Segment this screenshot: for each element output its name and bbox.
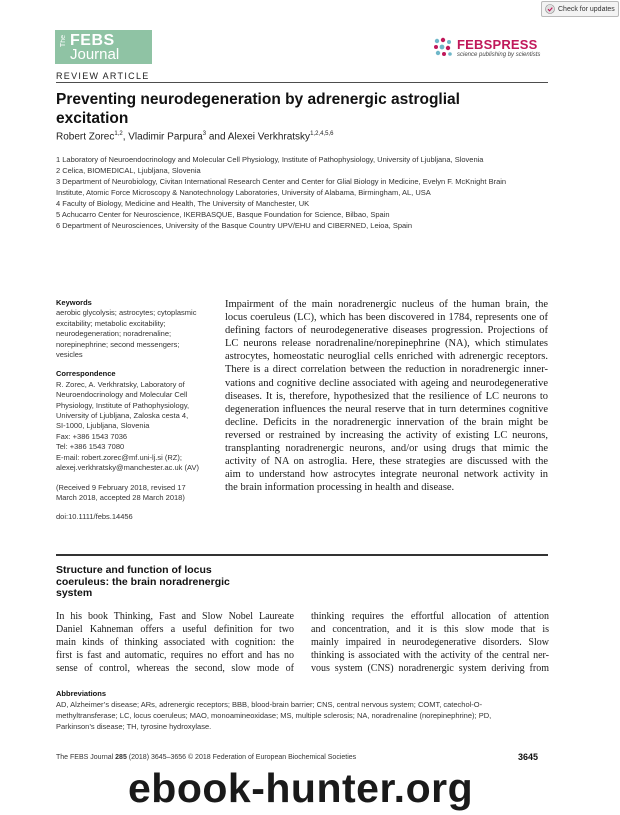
affiliation-line: 4 Faculty of Biology, Medicine and Health, The University of Manchester, UK [56,199,310,208]
body-line: and concentration, and it is this slow mode that is [311,624,549,636]
body-line: Daniel Kahneman offers a useful definition for two [56,624,294,636]
author-list [56,131,333,142]
body-column-left [56,610,294,675]
author-affil-sup: 1,2 [114,131,123,137]
section-heading-line: coeruleus: the brain noradrenergic [56,575,230,588]
footer-volume: 285 [115,754,127,761]
correspondence-line: SI-1000, Ljubljana, Slovenia [56,421,150,431]
correspondence-email[interactable]: alexej.verkhratsky@manchester.ac.uk (AV) [56,463,199,473]
febs-journal-logo [55,30,152,64]
abbreviations-heading: Abbreviations [56,689,107,698]
abstract-line: vations and cognitive decline associated with ageing and neurodegenerative [225,377,548,389]
logo-journal: Journal [70,46,120,63]
author-separator: , [122,131,129,143]
section-heading [56,565,296,600]
abbreviations [56,688,548,732]
correspondence-line: Physiology, Institute of Pathophysiology, [56,400,190,410]
author-name: Robert Zorec [56,131,115,143]
abstract-line: defining factors of neurodegenerative diseases progression. Projections of [225,325,548,337]
abbreviations-line: methyltransferase; LC, locus coeruleus; MAO, monoamineoxidase; MS, multiple sclerosis; NA, noradrenaline (norepinephrine); PD, [56,711,492,720]
correspondence-line: University of Ljubljana, Zaloska cesta 4, [56,411,189,421]
section-heading-line: system [56,587,93,599]
body-line: In his book Thinking, Fast and Slow Nobel Laureate [56,611,294,622]
article-title: Preventing neurodegeneration by adrenergic astroglial excitation [56,91,460,127]
body-line: sense of control, whereas the second, slow mode of [56,663,294,675]
abstract-line: degeneration influences the neural reserve that in turn determines cognitive [225,403,548,415]
watermark: ebook-hunter.org [128,765,474,811]
abstract-line: activity of NA on astroglia. Here, these strategies are discussed with the [225,456,548,468]
check-for-updates-badge[interactable] [541,1,619,17]
footer-copyright: (2018) 3645–3656 © 2018 Federation of European Biochemical Societies [128,754,357,761]
keywords-line: norepinephrine; second messengers; [56,339,180,349]
author-separator: and [206,131,228,143]
check-updates-icon [545,4,555,14]
author-affil-sup: 1,2,4,5,6 [310,131,334,137]
abstract [225,298,548,494]
correspondence-line: Neuroendocrinology and Molecular Cell [56,390,188,400]
doi-link[interactable]: doi:10.1111/febs.14456 [56,512,133,522]
correspondence-fax: Fax: +386 1543 7036 [56,431,128,441]
affiliation-line: Institute, Atomic Force Microscopy & Nanotechnology Laboratories, University of Alabama, Birmingham, AL, USA [56,188,431,197]
section-rule [56,554,548,556]
body-line: thinking is associated with the activity of the central ner- [311,650,549,662]
keywords-line: neurodegeneration; noradrenaline; [56,329,172,339]
author-name: Alexei Verkhratsky [227,131,311,143]
article-info-column [56,298,216,523]
correspondence-tel: Tel: +386 1543 7080 [56,442,125,452]
body-line: first is fast and automatic, requires no effort and has no [56,650,294,662]
page-footer [56,754,356,761]
publisher-tagline: science publishing by scientists [457,52,541,58]
affiliation-line: 2 Celica, BIOMEDICAL, Ljubljana, Slovenia [56,166,201,175]
affiliation-line: 5 Achucarro Center for Neuroscience, IKERBASQUE, Basque Foundation for Science, Bilbao, Spain [56,210,390,219]
affiliation-line: 1 Laboratory of Neuroendocrinology and Molecular Cell Physiology, Institute of Pathophysiology, University of Ljubljana, Slovenia [56,155,484,164]
affiliation-line: 6 Department of Neurosciences, University of the Basque Country UPV/EHU and CIBERNED, Leioa, Spain [56,221,413,230]
affiliations [56,154,548,231]
abbreviations-line: AD, Alzheimer’s disease; ARs, adrenergic receptors; BBB, blood-brain barrier; CNS, central nervous system; COMT, catechol-O- [56,700,483,709]
body-line: main kinds of thinking associated with cognition: the [56,637,294,649]
abstract-line: There is a direct correlation between the reduction in noradrenergic inner- [225,364,548,376]
logo-febs: FEBS [70,32,115,49]
keywords-line: vesicles [56,350,83,360]
keywords-line: aerobic glycolysis; astrocytes; cytoplasmic [56,308,197,318]
abstract-line: transplanting noradrenergic neurons, and/or using drugs that mimic the [225,443,548,455]
keywords-heading: Keywords [56,298,92,307]
author-affil-sup: 3 [202,131,207,137]
abstract-line: the brain information processing in health and disease. [225,482,455,494]
febs-press-dots-icon [433,37,455,61]
section-heading-line: Structure and function of locus [56,564,212,576]
correspondence-email[interactable]: E-mail: robert.zorec@mf.uni-lj.si (RZ); [56,452,182,462]
abstract-line: decline. Deficits in the noradrenergic innervation of the brain might be [225,416,548,428]
affiliation-line: 3 Department of Neurobiology, Civitan International Research Center and Center for Glial Biology in Medicine, Evelyn F. McKnight Brain [56,177,507,186]
abstract-line: diseases. It is, therefore, hypothesized that the resilience of LC neurons to [225,390,548,402]
header-rule [56,82,548,83]
check-for-updates-label: Check for updates [558,5,615,13]
article-type: REVIEW ARTICLE [56,71,150,81]
abstract-line: reversed or restrained by increasing the activity of existing LC neurons, [225,429,548,441]
febs-press-logo [433,34,553,64]
body-column-right [311,610,549,675]
received-dates: March 2018, accepted 28 March 2018) [56,492,185,502]
abstract-line: astrocytes, homeostatic neuroglial cells enriched with adrenergic receptors. [225,351,548,363]
abstract-line: aim to understand how astrocytes integrate neuronal network activity in [225,469,548,481]
body-line: vous system (CNS) noradrenergic system deriving from [311,663,549,675]
body-line: thinking requires the effortful allocation of attention [311,611,549,622]
author-name: Vladimir Parpura [128,131,203,143]
abstract-line: Impairment of the main noradrenergic nucleus of the human brain, the [225,299,548,310]
body-line: mainly impaired in neurodegenerative disorders. Slow [311,637,549,649]
received-dates: (Received 9 February 2018, revised 17 [56,482,186,492]
logo-the: The [60,35,67,48]
abstract-line: LC neurons release noradrenaline/norepinephrine (NA), which stimulates [225,338,548,350]
page-number: 3645 [518,752,539,762]
abstract-line: locus coeruleus (LC), which has been discovered in 1784, represents one of [225,312,548,324]
keywords-line: excitability; metabolic excitability; [56,318,166,328]
correspondence-heading: Correspondence [56,369,116,379]
publisher-name: FEBSPRESS [457,37,538,52]
correspondence-line: R. Zorec, A. Verkhratsky, Laboratory of [56,379,185,389]
footer-journal: The FEBS Journal [56,754,114,761]
abbreviations-line: Parkinson’s disease; TH, tyrosine hydroxylase. [56,722,212,731]
